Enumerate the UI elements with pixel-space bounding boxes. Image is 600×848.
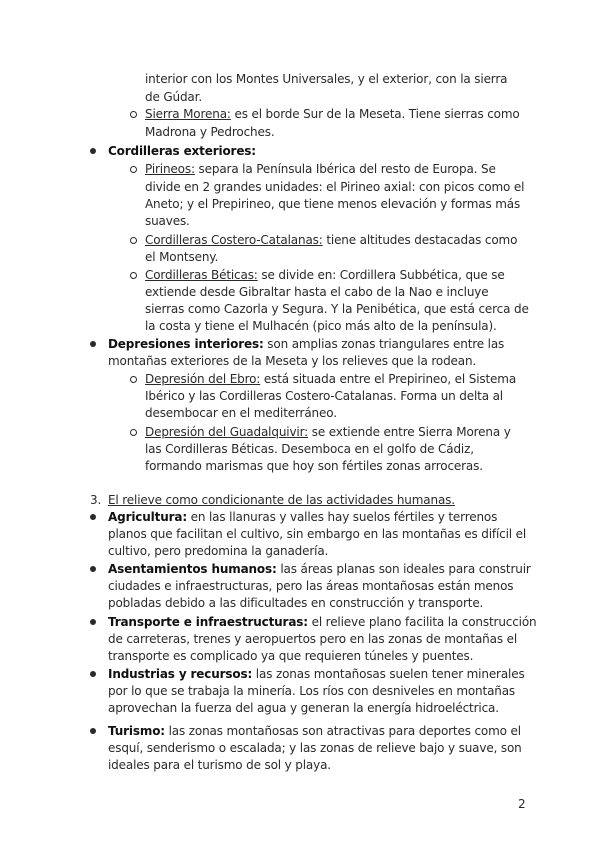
pirineos-text: separa la Península Ibérica del resto de Europa. Se — [194, 162, 496, 176]
sub-bullet-icon — [130, 111, 137, 118]
sierra-morena-line-2: Madrona y Pedroches. — [145, 125, 275, 139]
page-number: 2 — [518, 797, 526, 811]
asentamientos-text: las áreas planas son ideales para construir — [276, 562, 531, 576]
pirineos-line-1 — [145, 160, 496, 178]
turismo-line-3: ideales para el turismo de sol y playa. — [108, 758, 331, 772]
meseta-line-2: de Gúdar. — [145, 90, 202, 104]
agricultura-line-3: cultivo, pero predomina la ganadería. — [108, 544, 329, 558]
beticas-text: se divide en: Cordillera Subbética, que se — [257, 268, 505, 282]
meseta-line-1: interior con los Montes Universales, y el exterior, con la sierra — [145, 72, 508, 86]
depresiones-heading: Depresiones interiores: — [108, 337, 264, 351]
agricultura-line-1 — [108, 508, 497, 526]
asentamientos-line-2: ciudades e infraestructuras, pero las áreas montañosas están menos — [108, 579, 514, 593]
industrias-line-1 — [108, 665, 525, 683]
section-3-title-text: El relieve como condicionante de las actividades humanas. — [108, 493, 455, 507]
ebro-line-1 — [145, 370, 516, 388]
guadalquivir-text: se extiende entre Sierra Morena y — [308, 425, 511, 439]
bullet-icon — [90, 148, 96, 154]
bullet-icon — [90, 728, 96, 734]
bullet-icon — [90, 341, 96, 347]
turismo-heading: Turismo: — [108, 724, 165, 738]
industrias-text: las zonas montañosas suelen tener minerales — [252, 667, 525, 681]
section-3-title — [108, 491, 455, 509]
depresiones-line-1 — [108, 335, 504, 353]
cordilleras-exteriores-heading: Cordilleras exteriores: — [108, 144, 256, 158]
bullet-icon — [90, 671, 96, 677]
guadalquivir-term: Depresión del Guadalquivir: — [145, 425, 309, 439]
transporte-heading: Transporte e infraestructuras: — [108, 615, 308, 629]
sub-bullet-icon — [130, 376, 137, 383]
transporte-line-3: transporte es complicado ya que requieren túneles y puentes. — [108, 649, 474, 663]
industrias-line-3: aprovechan la fuerza del agua y generan la energía hidroeléctrica. — [108, 701, 499, 715]
costero-line-1 — [145, 231, 517, 249]
pirineos-line-4: suaves. — [145, 214, 190, 228]
ebro-term: Depresión del Ebro: — [145, 372, 261, 386]
asentamientos-line-3: pobladas debido a las dificultades en construcción y transporte. — [108, 596, 484, 610]
bullet-icon — [90, 514, 96, 520]
beticas-line-2: extiende desde Gibraltar hasta el cabo de la Nao e incluye — [145, 285, 489, 299]
sub-bullet-icon — [130, 429, 137, 436]
costero-text: tiene altitudes destacadas como — [322, 233, 518, 247]
agricultura-heading: Agricultura: — [108, 510, 187, 524]
sub-bullet-icon — [130, 166, 137, 173]
asentamientos-line-1 — [108, 560, 531, 578]
guadalquivir-line-1 — [145, 423, 511, 441]
agricultura-text: en las llanuras y valles hay suelos fértiles y terrenos — [186, 510, 498, 524]
transporte-text: el relieve plano facilita la construcción — [307, 615, 537, 629]
ebro-line-3: desembocar en el mediterráneo. — [145, 406, 337, 420]
turismo-line-1 — [108, 722, 521, 740]
turismo-text: las zonas montañosas son atractivas para deportes como el — [164, 724, 521, 738]
beticas-line-1 — [145, 266, 505, 284]
beticas-line-4: la costa y tiene el Mulhacén (pico más alto de la península). — [145, 319, 497, 333]
agricultura-line-2: planos que facilitan el cultivo, sin embargo en las montañas es difícil el — [108, 527, 527, 541]
sierra-morena-term: Sierra Morena: — [145, 107, 231, 121]
pirineos-line-3: Aneto; y el Prepirineo, que tiene menos elevación y formas más — [145, 197, 521, 211]
transporte-line-1 — [108, 613, 537, 631]
beticas-line-3: sierras como Cazorla y Segura. Y la Penibética, que está cerca de — [145, 302, 529, 316]
ebro-line-2: Ibérico y las Cordilleras Costero-Catalanas. Forma un delta al — [145, 389, 503, 403]
industrias-heading: Industrias y recursos: — [108, 667, 253, 681]
costero-line-2: el Montseny. — [145, 250, 219, 264]
cordilleras-exteriores-title — [108, 142, 256, 160]
industrias-line-2: por lo que se trabaja la minería. Los ríos con desniveles en montañas — [108, 684, 516, 698]
pirineos-term: Pirineos: — [145, 162, 195, 176]
costero-term: Cordilleras Costero-Catalanas: — [145, 233, 323, 247]
sub-bullet-icon — [130, 237, 137, 244]
section-3-number: 3. — [90, 493, 102, 507]
sierra-morena-text: es el borde Sur de la Meseta. Tiene sierras como — [230, 107, 520, 121]
pirineos-line-2: divide en 2 grandes unidades: el Pirineo axial: con picos como el — [145, 180, 525, 194]
asentamientos-heading: Asentamientos humanos: — [108, 562, 277, 576]
guadalquivir-line-2: las Cordilleras Béticas. Desemboca en el golfo de Cádiz, — [145, 442, 474, 456]
sub-bullet-icon — [130, 272, 137, 279]
turismo-line-2: esquí, senderismo o escalada; y las zonas de relieve bajo y suave, son — [108, 741, 522, 755]
ebro-text: está situada entre el Prepirineo, el Sistema — [260, 372, 517, 386]
bullet-icon — [90, 566, 96, 572]
transporte-line-2: de carreteras, trenes y aeropuertos pero en las zonas de montañas el — [108, 632, 518, 646]
depresiones-line-2: montañas exteriores de la Meseta y los relieves que la rodean. — [108, 354, 477, 368]
beticas-term: Cordilleras Béticas: — [145, 268, 258, 282]
sierra-morena-line-1 — [145, 105, 520, 123]
bullet-icon — [90, 619, 96, 625]
depresiones-text: son amplias zonas triangulares entre las — [263, 337, 505, 351]
guadalquivir-line-3: formando marismas que hoy son fértiles zonas arroceras. — [145, 459, 483, 473]
